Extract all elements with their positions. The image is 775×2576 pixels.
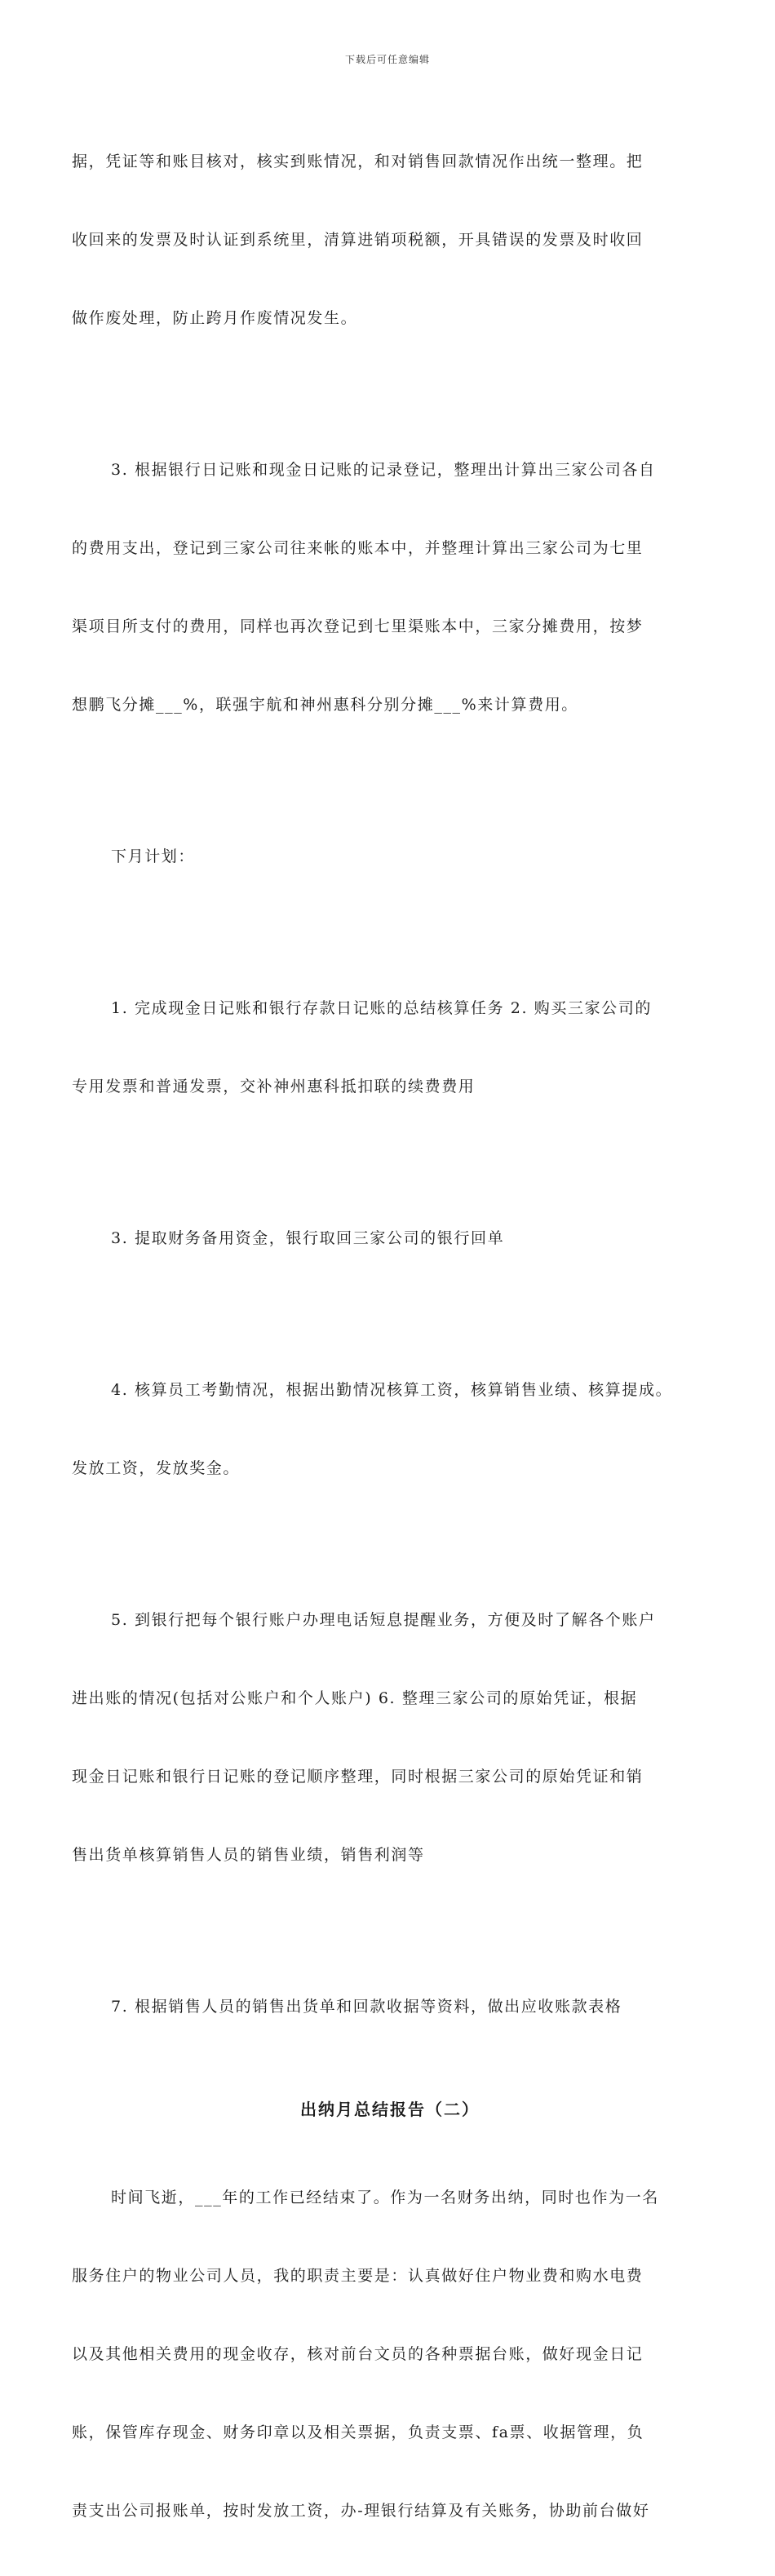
text-line: 据，凭证等和账目核对，核实到账情况，和对销售回款情况作出统一整理。把 [72,153,644,170]
text-line: 的费用支出，登记到三家公司往来帐的账本中，并整理计算出三家公司为七里 [72,539,644,557]
text-line: 收回来的发票及时认证到系统里，清算进销项税额，开具错误的发票及时收回 [72,231,644,249]
page-header-note: 下载后可任意编辑 [344,54,430,65]
paragraph-plan-3 [72,1173,708,1303]
text-line: 账，保管库存现金、财务印章以及相关票据，负责支票、fa票、收据管理，负 [72,2423,644,2441]
paragraph-item-3 [72,405,708,770]
text-line: 想鹏飞分摊___%，联强宇航和神州惠科分别分摊___%来计算费用。 [72,696,578,714]
text-line: 4. 核算员工考勤情况，根据出勤情况核算工资，核算销售业绩、核算提成。 [111,1381,673,1399]
paragraph-next-month-plan [72,791,708,922]
text-line: 下月计划： [111,848,196,865]
paragraph-plan-7 [72,1941,708,2072]
text-line: 7. 根据销售人员的销售出货单和回款收据等资料，做出应收账款表格 [111,1998,622,2016]
text-line: 现金日记账和银行日记账的登记顺序整理，同时根据三家公司的原始凭证和销 [72,1768,644,1786]
text-line: 售出货单核算销售人员的销售业绩，销售利润等 [72,1846,425,1864]
document-body [72,96,708,2576]
text-line: 责支出公司报账单，按时发放工资，办-理银行结算及有关账务，协助前台做好 [72,2502,650,2520]
text-line: 发放工资，发放奖金。 [72,1459,241,1477]
text-line: 5. 到银行把每个银行账户办理电话短息提醒业务，方便及时了解各个账户 [111,1611,656,1629]
text-line: 服务住户的物业公司人员，我的职责主要是：认真做好住户物业费和购水电费 [72,2267,644,2285]
paragraph-plan-4 [72,1325,708,1534]
text-line: 专用发票和普通发票，交补神州惠科抵扣联的续费费用 [72,1078,476,1095]
text-line: 时间飞逝，___年的工作已经结束了。作为一名财务出纳，同时也作为一名 [111,2189,659,2206]
text-line: 以及其他相关费用的现金收存，核对前台文员的各种票据台账，做好现金日记 [72,2345,644,2363]
section-title: 出纳月总结报告（二） [300,2100,480,2119]
paragraph-plan-5-6 [72,1555,708,1920]
text-line: 渠项目所支付的费用，同样也再次登记到七里渠账本中，三家分摊费用，按梦 [72,617,644,635]
paragraph-report-intro [72,2132,708,2576]
paragraph-plan-1-2 [72,943,708,1152]
text-line: 1. 完成现金日记账和银行存款日记账的总结核算任务 2. 购买三家公司的 [111,999,652,1017]
text-line: 做作废处理，防止跨月作废情况发生。 [72,309,358,327]
text-line: 3. 根据银行日记账和现金日记账的记录登记，整理出计算出三家公司各自 [111,461,656,479]
text-line: 3. 提取财务备用资金，银行取回三家公司的银行回单 [111,1229,505,1247]
paragraph-continuation [72,96,708,383]
text-line: 进出账的情况(包括对公账户和个人账户) 6. 整理三家公司的原始凭证，根据 [72,1689,638,1707]
